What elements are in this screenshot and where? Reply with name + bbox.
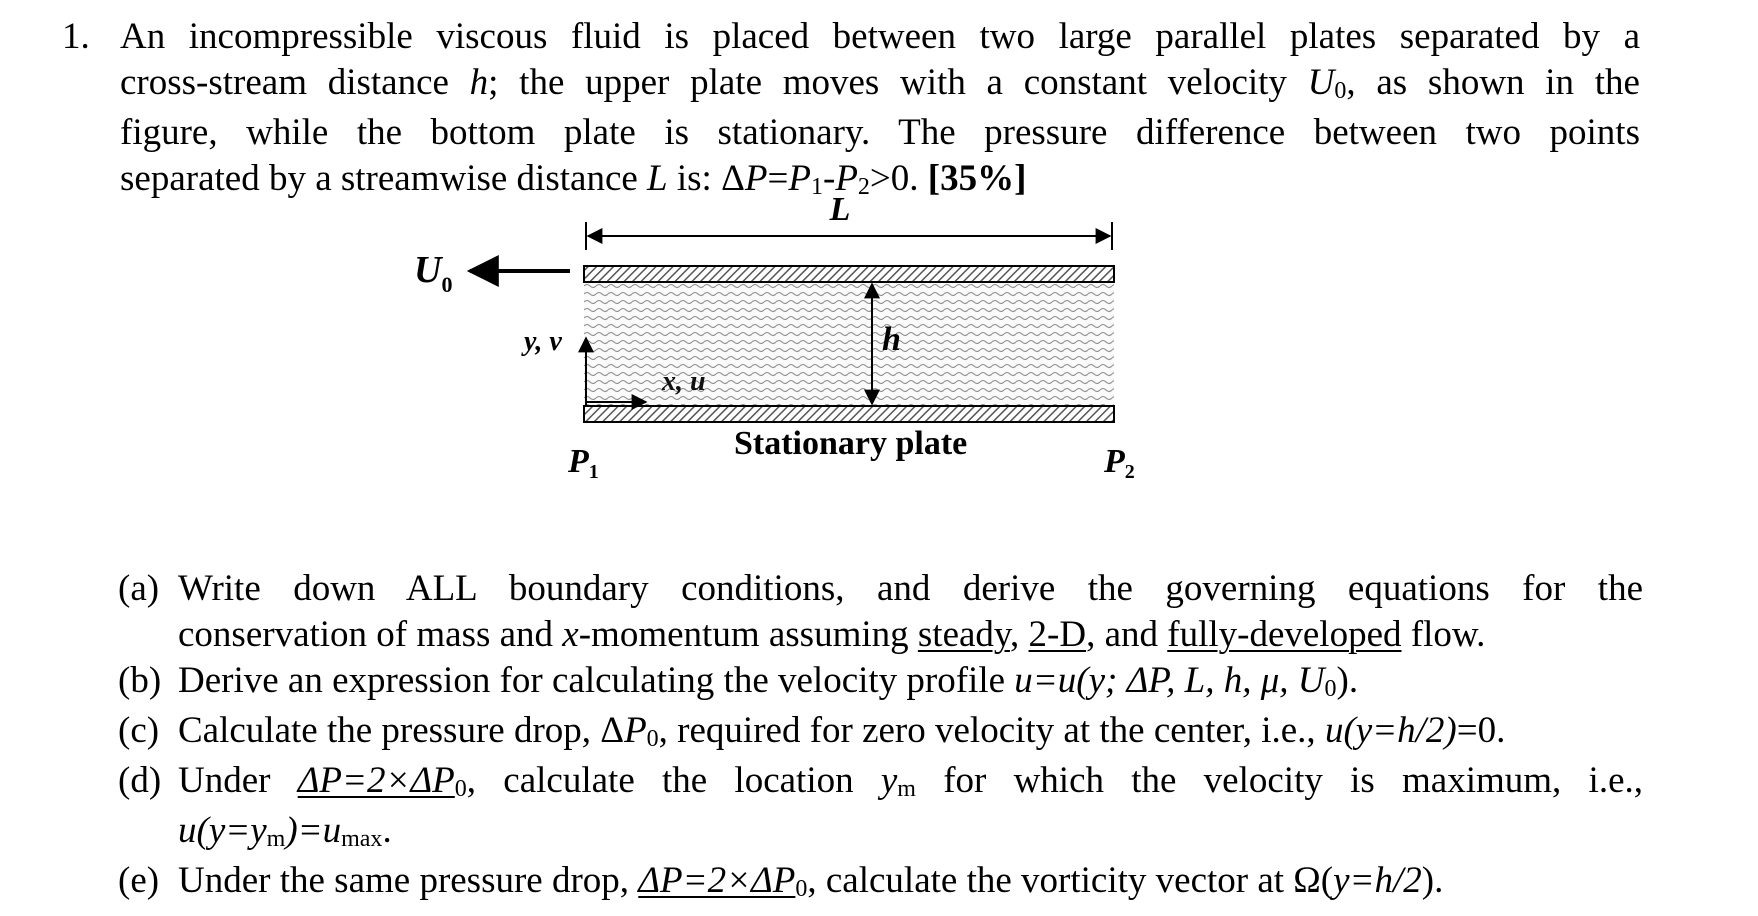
- part-a-label: (a): [118, 568, 160, 609]
- upper-plate: [584, 266, 1114, 282]
- velocity-arrow: [414, 249, 570, 297]
- x-axis-label: x, u: [662, 366, 706, 397]
- y-axis-label: y, v: [524, 326, 562, 357]
- statement-line-4: separated by a streamwise distance L is: ΔP=P1-P2>0. [35%]: [120, 158, 1027, 200]
- gap-label: h: [882, 321, 901, 358]
- part-b-label: (b): [118, 660, 162, 701]
- part-a: (a) Write down ALL boundary conditions, and derive the governing equations for the conservation of mass and x-momentum assuming steady, 2-D, and fully-developed flow.: [118, 568, 1643, 655]
- part-c: (c) Calculate the pressure drop, ΔP0, required for zero velocity at the center, i.e., u(y=h/2)=0.: [118, 710, 1506, 752]
- velocity-label: $U_0$: [414, 249, 453, 297]
- part-b: (b) Derive an expression for calculating the velocity profile u=u(y; ΔP, L, h, μ, U0).: [118, 660, 1359, 702]
- statement-line-1: An incompressible viscous fluid is placed between two large parallel plates separated by a: [120, 16, 1640, 57]
- problem-number: 1.: [62, 16, 90, 57]
- p2-label: P2: [1104, 443, 1135, 483]
- bottom-plate: [584, 406, 1114, 422]
- y-axis-arrow: [521, 326, 586, 406]
- part-d-label: (d): [118, 760, 162, 801]
- part-c-label: (c): [118, 710, 160, 751]
- p1-label: P1: [568, 443, 599, 483]
- couette-flow-figure: [414, 191, 1320, 550]
- problem-statement: [120, 14, 1640, 206]
- part-d: (d) Under ΔP=2×ΔP0, calculate the location ym for which the velocity is maximum, i.e., u(y=ym)=umax.: [118, 760, 1644, 852]
- sub-questions: [118, 566, 1643, 908]
- length-label: L: [829, 191, 851, 228]
- statement-line-2: cross-stream distance h; the upper plate moves with a constant velocity U0, as shown in the: [120, 62, 1640, 104]
- part-e-label: (e): [118, 860, 160, 901]
- bottom-plate-label: Stationary plate: [734, 425, 968, 462]
- statement-line-3: figure, while the bottom plate is stationary. The pressure difference between two points: [120, 112, 1640, 153]
- part-e: (e) Under the same pressure drop, ΔP=2×ΔP0, calculate the vorticity vector at Ω(y=h/2).: [118, 860, 1444, 902]
